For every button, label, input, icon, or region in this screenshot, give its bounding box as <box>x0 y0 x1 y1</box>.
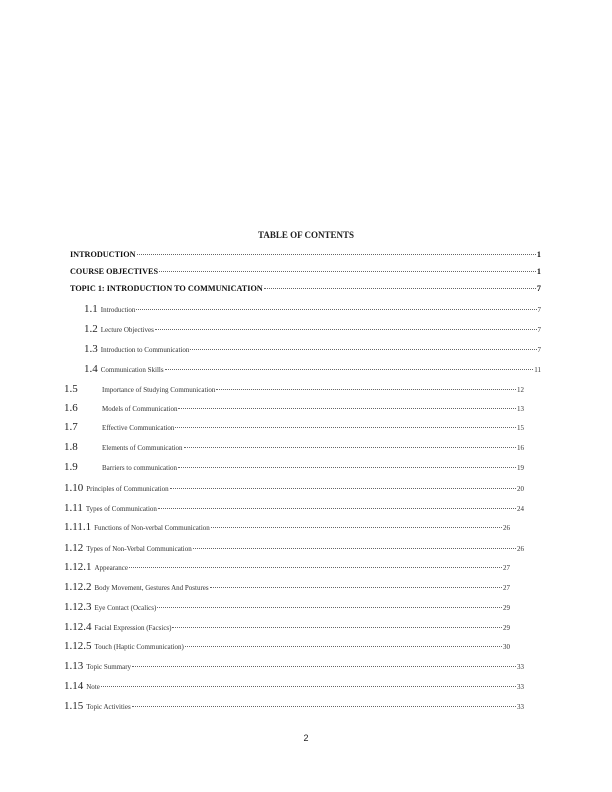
toc-entry[interactable] <box>84 343 541 355</box>
entry-page: 7 <box>536 284 541 293</box>
toc-entry[interactable] <box>84 363 541 375</box>
toc-entry[interactable] <box>64 482 524 494</box>
entry-title[interactable]: Facial Expression (Facsics) <box>94 624 172 632</box>
entry-number: 1.10 <box>64 482 84 494</box>
entry-number: 1.6 <box>64 402 78 414</box>
entry-page: 12 <box>517 386 524 394</box>
entry-title[interactable]: Principles of Communication <box>86 485 169 493</box>
entry-title[interactable]: TOPIC 1: INTRODUCTION TO COMMUNICATION <box>70 284 263 293</box>
toc-entry[interactable] <box>64 561 510 573</box>
dot-leader <box>137 254 536 255</box>
entry-title[interactable]: Lecture Objectives <box>100 326 154 334</box>
dot-leader <box>193 548 516 549</box>
entry-page: 20 <box>517 485 524 493</box>
entry-page: 7 <box>537 306 541 314</box>
dot-leader <box>216 389 516 390</box>
entry-number: 1.13 <box>64 660 84 672</box>
dot-leader <box>178 408 516 409</box>
toc-entry[interactable] <box>64 421 524 433</box>
entry-page: 27 <box>503 584 510 592</box>
entry-number: 1.8 <box>64 441 78 453</box>
entry-number: 1.15 <box>64 700 84 712</box>
toc-entry[interactable] <box>64 680 524 692</box>
entry-title[interactable]: Barriers to communication <box>102 464 178 472</box>
entry-number: 1.4 <box>84 363 98 375</box>
toc-entry[interactable] <box>64 601 510 613</box>
entry-page: 7 <box>537 346 541 354</box>
dot-leader <box>136 309 536 310</box>
toc-entry[interactable] <box>84 303 541 315</box>
entry-title[interactable]: Effective Communication <box>102 424 175 432</box>
toc-entry[interactable] <box>64 502 524 514</box>
entry-number: 1.12.4 <box>64 621 92 633</box>
entry-number: 1.2 <box>84 323 98 335</box>
entry-page: 1 <box>536 250 541 259</box>
entry-page: 27 <box>503 564 510 572</box>
entry-page: 30 <box>503 643 510 651</box>
toc-entry[interactable] <box>64 581 510 593</box>
entry-title[interactable]: COURSE OBJECTIVES <box>70 267 159 276</box>
entry-title[interactable]: Topic Activities <box>86 703 131 711</box>
entry-page: 29 <box>503 604 510 612</box>
dot-leader <box>184 447 517 448</box>
toc-entry[interactable] <box>64 660 524 672</box>
entry-title[interactable]: Body Movement, Gestures And Postures <box>94 584 209 592</box>
dot-leader <box>210 587 502 588</box>
entry-number: 1.12.5 <box>64 640 92 652</box>
entry-number: 1.12.2 <box>64 581 92 593</box>
toc-entry[interactable] <box>70 284 541 293</box>
toc-entry[interactable] <box>64 700 524 712</box>
toc-entry[interactable] <box>64 383 524 395</box>
entry-page: 24 <box>517 505 524 513</box>
toc-entry[interactable] <box>64 461 524 473</box>
entry-page: 11 <box>534 366 541 374</box>
dot-leader <box>185 646 502 647</box>
dot-leader <box>211 527 502 528</box>
entry-title[interactable]: Types of Communication <box>85 505 157 513</box>
entry-page: 33 <box>517 703 524 711</box>
entry-page: 13 <box>517 405 524 413</box>
toc-entry[interactable] <box>84 323 541 335</box>
entry-number: 1.14 <box>64 680 84 692</box>
entry-number: 1.5 <box>64 383 78 395</box>
entry-page: 16 <box>517 444 524 452</box>
dot-leader <box>264 288 536 289</box>
dot-leader <box>101 686 516 687</box>
entry-title[interactable]: Touch (Haptic Communication) <box>94 643 184 651</box>
entry-page: 1 <box>536 267 541 276</box>
toc-entry[interactable] <box>64 542 524 554</box>
toc-entry[interactable] <box>64 402 524 414</box>
dot-leader <box>178 467 516 468</box>
toc-entry[interactable] <box>70 267 541 276</box>
entry-number: 1.11.1 <box>64 521 92 533</box>
toc-entry[interactable] <box>64 441 524 453</box>
entry-title[interactable]: Eye Contact (Ocalics) <box>94 604 157 612</box>
entry-page: 26 <box>503 524 510 532</box>
entry-number: 1.1 <box>84 303 98 315</box>
entry-title[interactable]: Importance of Studying Communication <box>102 386 216 394</box>
dot-leader <box>132 666 516 667</box>
entry-page: 33 <box>517 663 524 671</box>
entry-title[interactable]: Models of Communication <box>102 405 178 413</box>
dot-leader <box>132 706 516 707</box>
toc-entry[interactable] <box>70 250 541 259</box>
entry-page: 7 <box>537 326 541 334</box>
entry-title[interactable]: Types of Non-Verbal Communication <box>86 545 192 553</box>
dot-leader <box>155 329 537 330</box>
entry-title[interactable]: Functions of Non-verbal Communication <box>94 524 210 532</box>
entry-title[interactable]: Introduction to Communication <box>100 346 190 354</box>
entry-number: 1.7 <box>64 421 78 433</box>
entry-title[interactable]: INTRODUCTION <box>70 250 136 259</box>
dot-leader <box>158 508 516 509</box>
entry-title[interactable]: Introduction <box>100 306 136 314</box>
dot-leader <box>175 427 516 428</box>
entry-number: 1.9 <box>64 461 78 473</box>
entry-number: 1.12.3 <box>64 601 92 613</box>
entry-title[interactable]: Topic Summary <box>86 663 132 671</box>
page-number: 2 <box>303 733 309 743</box>
entry-number: 1.12.1 <box>64 561 92 573</box>
toc-entry[interactable] <box>64 640 510 652</box>
dot-leader <box>157 607 502 608</box>
entry-title[interactable]: Note <box>86 683 100 691</box>
dot-leader <box>165 369 534 370</box>
dot-leader <box>170 488 516 489</box>
entry-page: 26 <box>517 545 524 553</box>
entry-page: 15 <box>517 424 524 432</box>
toc-title: TABLE OF CONTENTS <box>257 230 355 240</box>
entry-title[interactable]: Communication Skills <box>100 366 164 374</box>
dot-leader <box>159 271 536 272</box>
entry-number: 1.12 <box>64 542 84 554</box>
entry-number: 1.3 <box>84 343 98 355</box>
dot-leader <box>129 567 502 568</box>
dot-leader <box>172 627 502 628</box>
toc-entry[interactable] <box>64 621 510 633</box>
entry-title[interactable]: Appearance <box>94 564 128 572</box>
dot-leader <box>190 349 536 350</box>
entry-page: 29 <box>503 624 510 632</box>
entry-title[interactable]: Elements of Communication <box>102 444 183 452</box>
toc-entry[interactable] <box>64 521 510 533</box>
entry-page: 33 <box>517 683 524 691</box>
entry-page: 19 <box>517 464 524 472</box>
entry-number: 1.11 <box>64 502 83 514</box>
